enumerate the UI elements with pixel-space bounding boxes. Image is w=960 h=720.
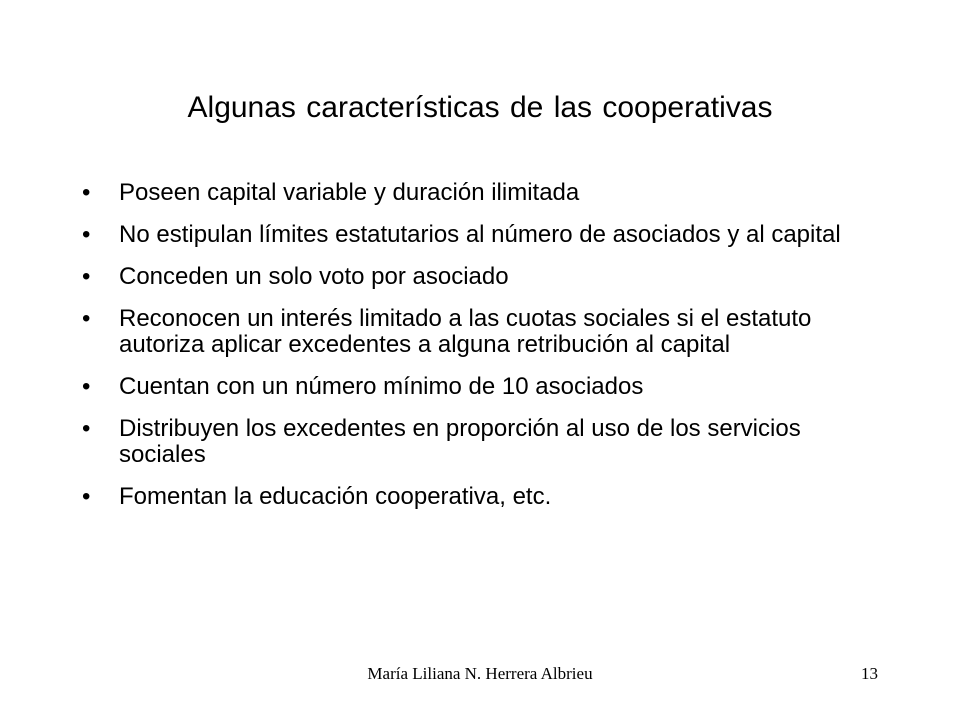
bullet-item	[82, 180, 862, 206]
bullet-icon: •	[82, 221, 91, 248]
bullet-icon: •	[82, 483, 91, 510]
bullet-text: Conceden un solo voto por asociado	[119, 263, 509, 290]
bullet-item	[82, 484, 862, 510]
bullet-item	[82, 264, 862, 290]
bullet-item	[82, 222, 862, 248]
bullet-item	[82, 374, 862, 400]
footer-author: María Liliana N. Herrera Albrieu	[367, 664, 593, 683]
bullet-text: Poseen capital variable y duración ilimitada	[119, 179, 580, 206]
bullet-item	[82, 416, 862, 468]
slide-title: Algunas características de las cooperativas	[187, 91, 773, 124]
bullet-text: No estipulan límites estatutarios al número de asociados y al capital	[119, 221, 841, 248]
bullet-list	[82, 180, 862, 526]
bullet-text: Fomentan la educación cooperativa, etc.	[119, 483, 552, 510]
page-number: 13	[861, 664, 878, 683]
bullet-icon: •	[82, 415, 91, 442]
bullet-text: Cuentan con un número mínimo de 10 asociados	[119, 373, 644, 400]
bullet-icon: •	[82, 263, 91, 290]
bullet-item	[82, 306, 862, 358]
bullet-text: Distribuyen los excedentes en proporción al uso de los servicios sociales	[119, 415, 801, 468]
bullet-icon: •	[82, 373, 91, 400]
bullet-text: Reconocen un interés limitado a las cuotas sociales si el estatuto autoriza aplicar excedentes a alguna retribución al capital	[119, 305, 812, 358]
bullet-icon: •	[82, 179, 91, 206]
bullet-icon: •	[82, 305, 91, 332]
